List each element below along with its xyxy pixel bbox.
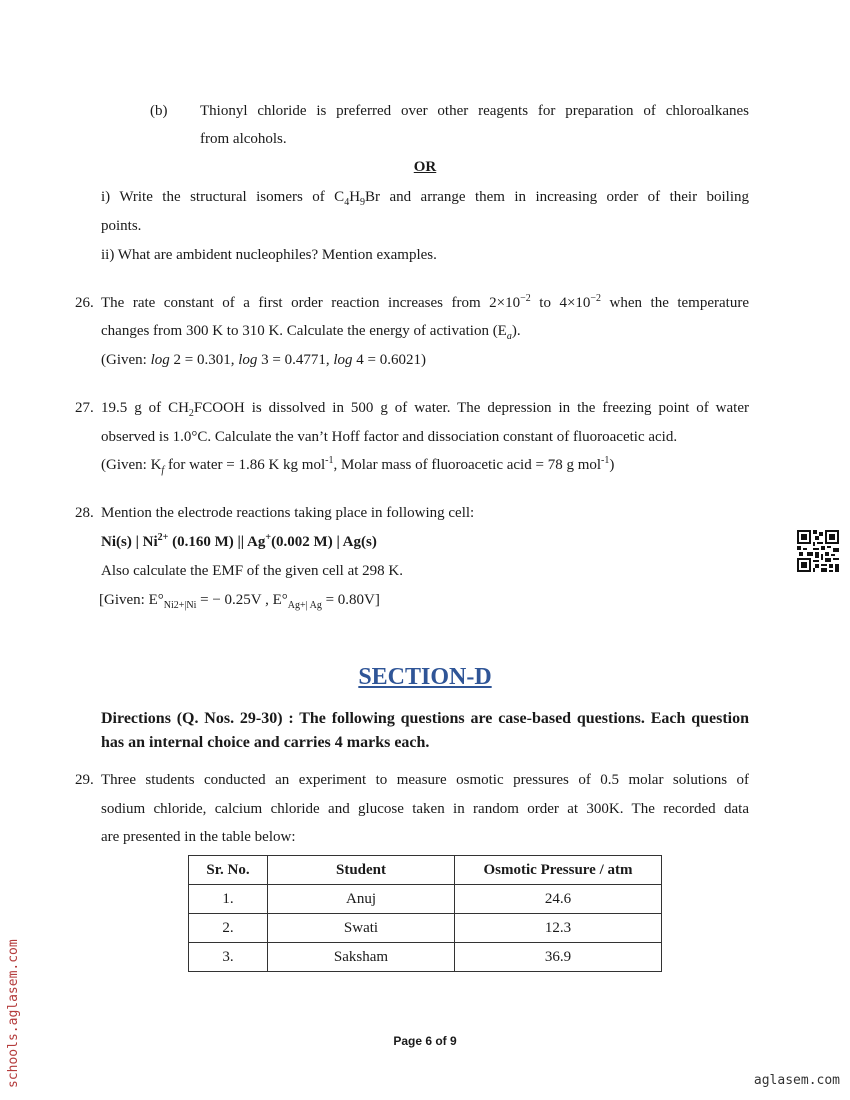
qr-code-icon	[797, 530, 839, 572]
q27-line1: 19.5 g of $CH_2FCOOH$ is dissolved in 500 g of water. The depression in the freezing point of water	[101, 400, 749, 419]
q27-number: 27.	[75, 400, 94, 416]
q26-line1: The rate constant of a first order reaction increases from $2\times 10^{-2}$ to $4\times 10^{-2}$ when the temperature	[101, 293, 749, 311]
table-cell: 3.	[189, 943, 268, 972]
q27-line2: observed is 1.0°C. Calculate the van’t Hoff factor and dissociation constant of fluoroacetic acid.	[101, 429, 678, 445]
watermark-side: schools.aglasem.com	[6, 939, 21, 1088]
q28-line3: Also calculate the EMF of the given cell at 298 K.	[101, 563, 403, 579]
q25or-ii: ii) What are ambident nucleophiles? Mention examples.	[101, 247, 437, 263]
q28-given: [Given: $E^\circ_{Ni2+|Ni}$ = − 0.25V , $E^\circ_{Ag+| Ag} = 0.80V$]	[99, 592, 380, 611]
q25b-label: (b)	[150, 103, 168, 119]
q28-line1: Mention the electrode reactions taking place in following cell:	[101, 505, 475, 521]
table-header-row	[189, 856, 662, 885]
table-header-cell: Osmotic Pressure / atm	[455, 856, 662, 885]
q26-line3: (Given: log 2 = 0.301, log 3 = 0.4771, log 4 = 0.6021)	[101, 352, 426, 368]
table-cell: 36.9	[455, 943, 662, 972]
table-header-cell: Student	[268, 856, 455, 885]
osmotic-pressure-table	[188, 855, 662, 972]
table-row	[189, 914, 662, 943]
table-cell: 24.6	[455, 885, 662, 914]
q29-number: 29.	[75, 772, 94, 788]
q25or-i-line1: i) Write the structural isomers of $C_4H_9Br$ and arrange them in increasing order of their boiling	[101, 189, 749, 208]
q29-line3: are presented in the table below:	[101, 829, 296, 845]
q25or-i-line2: points.	[101, 218, 142, 234]
or-label: OR	[413, 159, 437, 175]
q27-line3: (Given: $K_f$ for water = 1.86 K kg mol$^{-1}$, Molar mass of fluoroacetic acid = 78 g mol$^{-1}$)	[101, 455, 615, 476]
table-row	[189, 885, 662, 914]
table-header-cell: Sr. No.	[189, 856, 268, 885]
table-cell: 12.3	[455, 914, 662, 943]
table-row	[189, 943, 662, 972]
table-cell: Anuj	[268, 885, 455, 914]
section-title: SECTION-D	[358, 664, 492, 690]
q29-line1: Three students conducted an experiment to measure osmotic pressures of 0.5 molar solutions of	[101, 772, 749, 788]
q28-number: 28.	[75, 505, 94, 521]
directions-text: Directions (Q. Nos. 29-30) : The following questions are case-based questions. Each question has an internal choice and carries 4 marks each.	[101, 710, 749, 751]
q25b-line1: Thionyl chloride is preferred over other reagents for preparation of chloroalkanes	[200, 103, 749, 119]
table-cell: Saksham	[268, 943, 455, 972]
watermark-bottom: aglasem.com	[753, 1073, 840, 1088]
q29-line2: sodium chloride, calcium chloride and glucose taken in random order at 300K. The recorded data	[101, 801, 749, 817]
q25b-line2: from alcohols.	[200, 131, 287, 147]
table-cell: 2.	[189, 914, 268, 943]
q26-line2: changes from 300 K to 310 K. Calculate the energy of activation $(E_a)$.	[101, 323, 521, 342]
page-number: Page 6 of 9	[393, 1034, 457, 1048]
q26-number: 26.	[75, 295, 94, 311]
q28-cell-notation: Ni(s) | $Ni^{2+}$ (0.160 M) || Ag+(0.002 M) | Ag(s)	[101, 532, 377, 550]
table-cell: 1.	[189, 885, 268, 914]
table-cell: Swati	[268, 914, 455, 943]
